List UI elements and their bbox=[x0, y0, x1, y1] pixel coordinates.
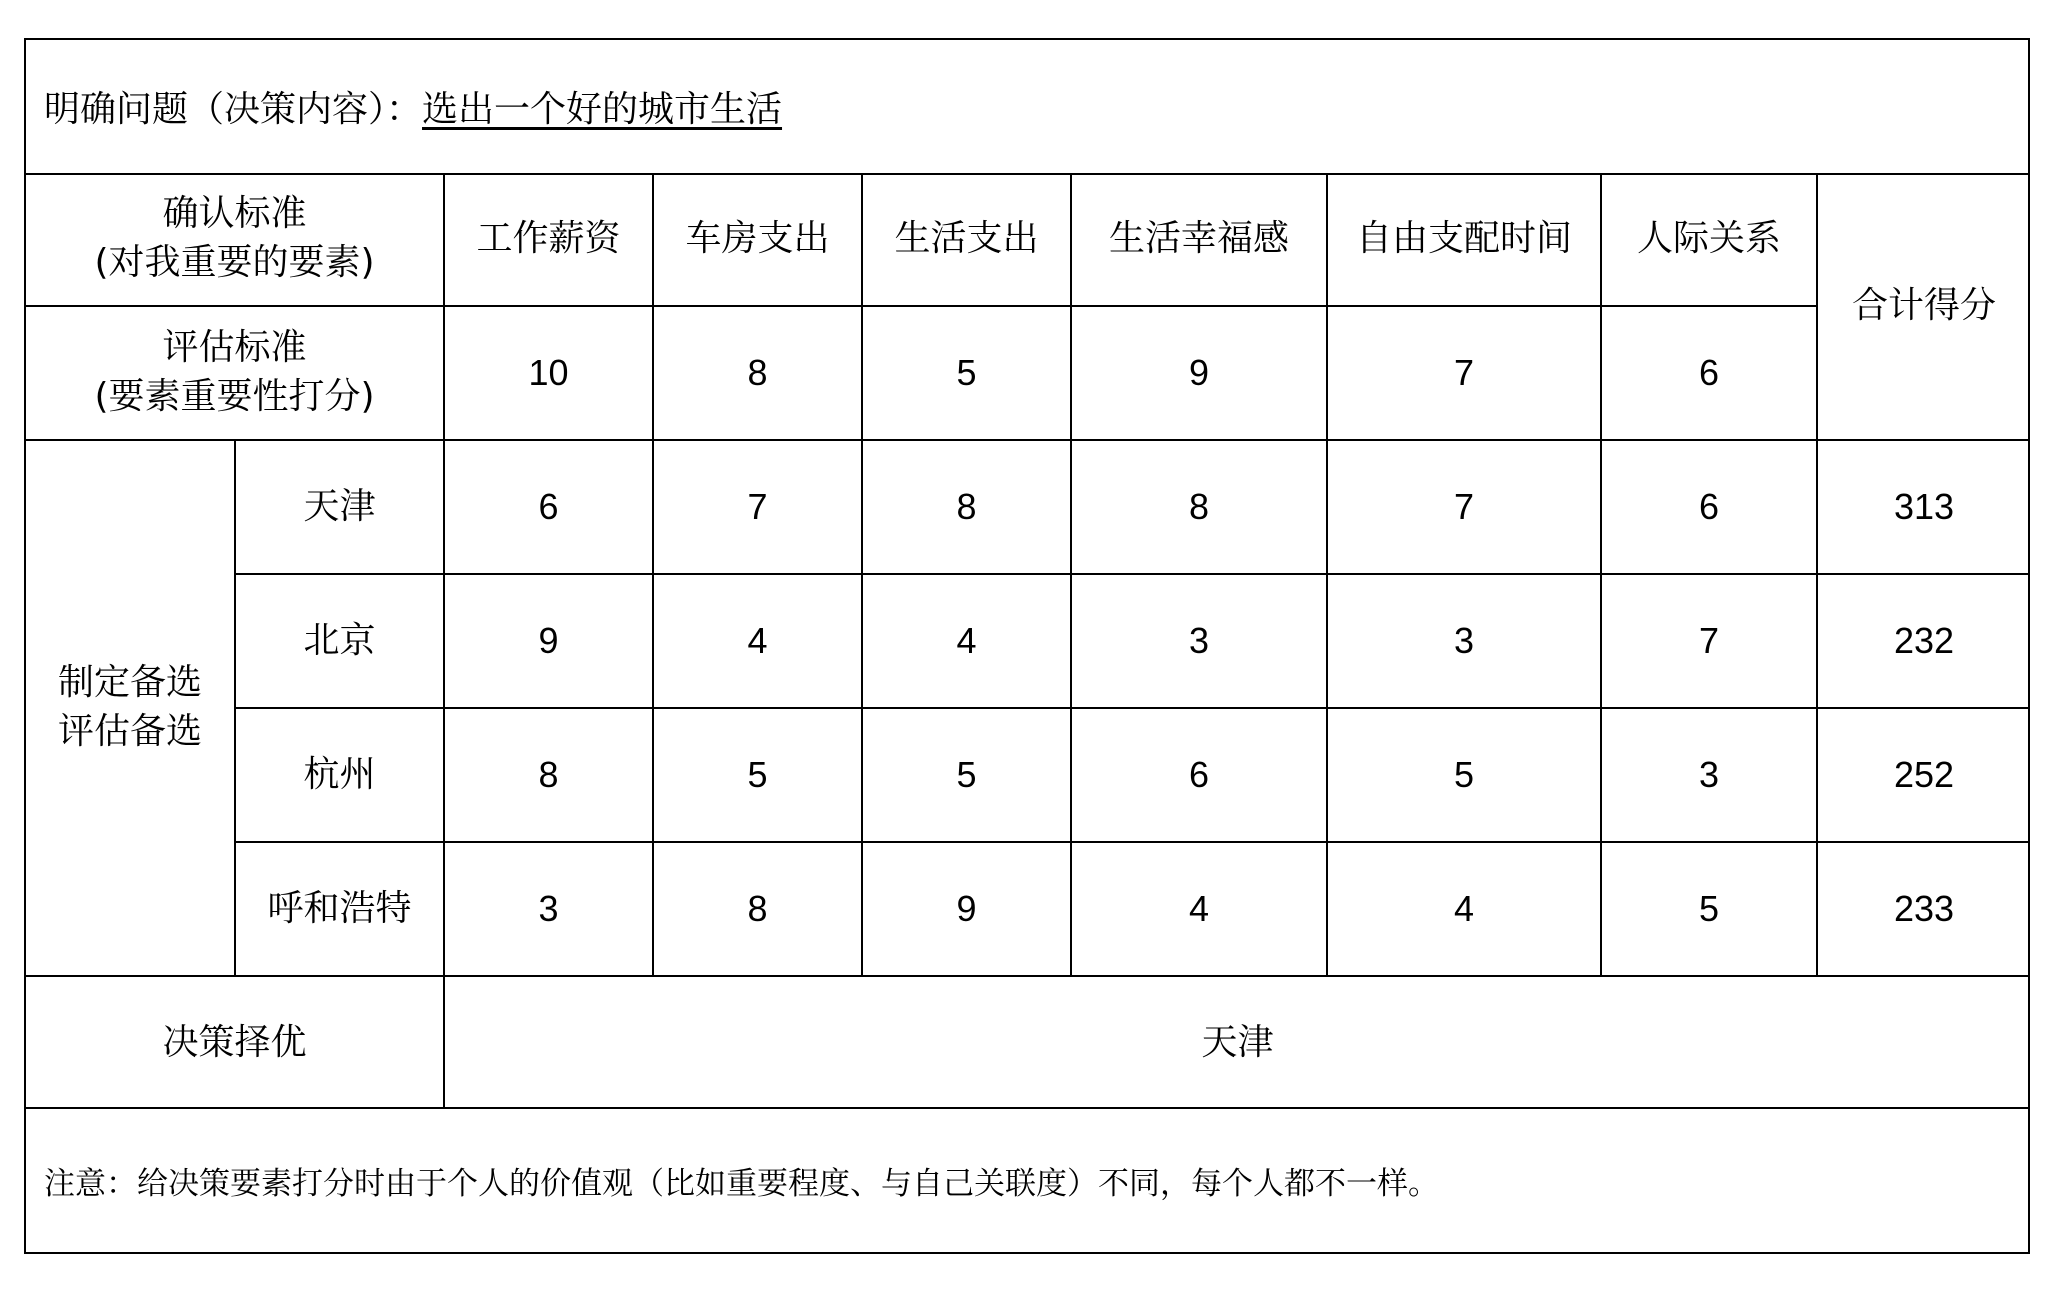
decision-table bbox=[26, 173, 2030, 1109]
score-cell: 4 bbox=[653, 574, 862, 708]
score-cell: 4 bbox=[1327, 842, 1601, 976]
score-cell: 5 bbox=[862, 708, 1071, 842]
alternative-row bbox=[26, 440, 2030, 574]
score-cell: 8 bbox=[862, 440, 1071, 574]
alternatives-group-label: 制定备选 评估备选 bbox=[26, 440, 235, 976]
criterion-cell: 人际关系 bbox=[1601, 173, 1817, 306]
score-cell: 5 bbox=[653, 708, 862, 842]
criterion-cell: 生活幸福感 bbox=[1071, 173, 1327, 306]
question-answer: 选出一个好的城市生活 bbox=[422, 89, 783, 130]
city-name: 呼和浩特 bbox=[235, 842, 444, 976]
criteria-row bbox=[26, 173, 2030, 306]
note-text: 注意：给决策要素打分时由于个人的价值观（比如重要程度、与自己关联度）不同，每个人都不一样。 bbox=[44, 1166, 1439, 1202]
score-cell: 3 bbox=[1327, 574, 1601, 708]
question-label: 明确问题（决策内容）： bbox=[44, 89, 423, 130]
weight-cell: 9 bbox=[1071, 306, 1327, 440]
score-cell: 7 bbox=[1327, 440, 1601, 574]
score-cell: 4 bbox=[1071, 842, 1327, 976]
score-cell: 8 bbox=[1071, 440, 1327, 574]
criterion-cell: 自由支配时间 bbox=[1327, 173, 1601, 306]
score-cell: 5 bbox=[1601, 842, 1817, 976]
weight-cell: 10 bbox=[444, 306, 653, 440]
total-score-cell: 252 bbox=[1817, 708, 2030, 842]
alternative-row bbox=[26, 574, 2030, 708]
criterion-cell: 生活支出 bbox=[862, 173, 1071, 306]
weight-cell: 5 bbox=[862, 306, 1071, 440]
alternative-row bbox=[26, 708, 2030, 842]
question-row bbox=[26, 40, 2028, 175]
score-cell: 3 bbox=[1071, 574, 1327, 708]
total-score-cell: 233 bbox=[1817, 842, 2030, 976]
total-score-cell: 313 bbox=[1817, 440, 2030, 574]
alternative-row bbox=[26, 842, 2030, 976]
decision-matrix-sheet bbox=[24, 38, 2030, 1254]
city-name: 北京 bbox=[235, 574, 444, 708]
decision-row bbox=[26, 976, 2030, 1109]
weights-header: 评估标准 (要素重要性打分) bbox=[26, 306, 444, 440]
score-cell: 6 bbox=[1071, 708, 1327, 842]
score-cell: 6 bbox=[444, 440, 653, 574]
weights-row bbox=[26, 306, 2030, 440]
weight-cell: 6 bbox=[1601, 306, 1817, 440]
decision-label: 决策择优 bbox=[26, 976, 444, 1109]
score-cell: 5 bbox=[1327, 708, 1601, 842]
total-score-cell: 232 bbox=[1817, 574, 2030, 708]
criterion-cell: 工作薪资 bbox=[444, 173, 653, 306]
score-cell: 9 bbox=[862, 842, 1071, 976]
score-cell: 3 bbox=[1601, 708, 1817, 842]
score-cell: 4 bbox=[862, 574, 1071, 708]
criteria-header: 确认标准 (对我重要的要素) bbox=[26, 173, 444, 306]
score-cell: 3 bbox=[444, 842, 653, 976]
weight-cell: 8 bbox=[653, 306, 862, 440]
score-cell: 7 bbox=[1601, 574, 1817, 708]
score-cell: 9 bbox=[444, 574, 653, 708]
score-cell: 6 bbox=[1601, 440, 1817, 574]
score-cell: 8 bbox=[653, 842, 862, 976]
city-name: 杭州 bbox=[235, 708, 444, 842]
decision-result: 天津 bbox=[444, 976, 2030, 1109]
criterion-cell: 车房支出 bbox=[653, 173, 862, 306]
score-cell: 7 bbox=[653, 440, 862, 574]
note-row bbox=[26, 1107, 2028, 1252]
score-cell: 8 bbox=[444, 708, 653, 842]
total-score-header: 合计得分 bbox=[1817, 173, 2030, 440]
city-name: 天津 bbox=[235, 440, 444, 574]
weight-cell: 7 bbox=[1327, 306, 1601, 440]
